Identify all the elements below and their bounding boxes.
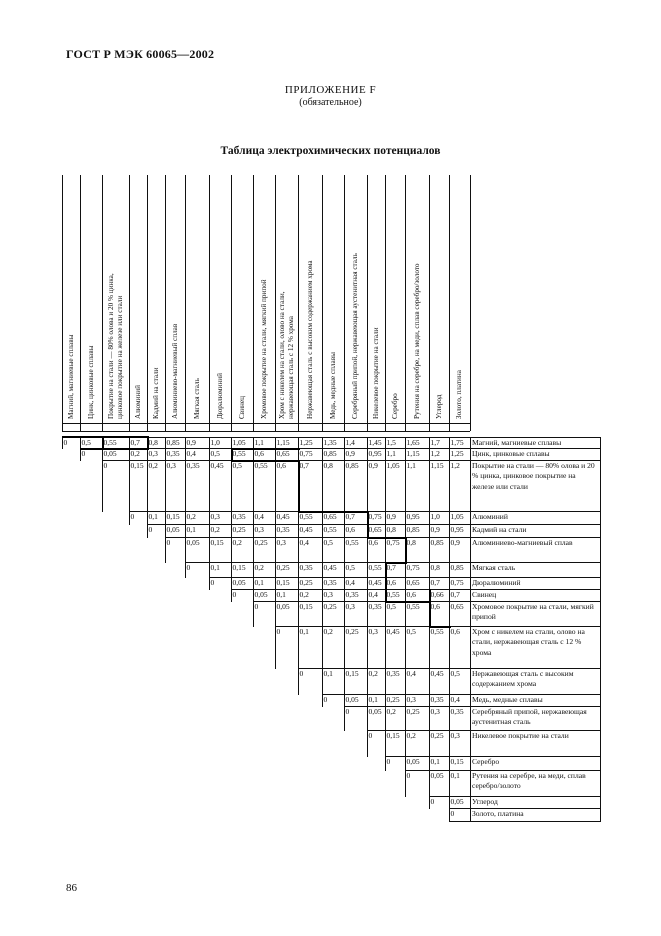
potential-value: 0,45: [210, 461, 224, 470]
column-header: Серебро: [390, 393, 399, 419]
potential-value: 0,6: [450, 627, 460, 636]
potential-value: 0,75: [299, 449, 313, 458]
potential-value: 0,95: [368, 449, 382, 458]
potential-value: 0,35: [386, 669, 400, 678]
potential-value: 0,9: [186, 438, 196, 447]
potential-value: 0,45: [299, 525, 313, 534]
potential-value: 0,55: [345, 538, 359, 547]
potential-value: 0,2: [210, 525, 220, 534]
potential-value: 0,25: [430, 731, 444, 740]
potential-value: 0,1: [368, 695, 378, 704]
potential-value: 0,7: [450, 590, 460, 599]
cell-column-rule: [470, 668, 471, 695]
potential-value: 0,35: [276, 525, 290, 534]
potential-value: 0,25: [386, 695, 400, 704]
emphasis-rule: [385, 562, 407, 564]
column-header: Углерод: [434, 394, 443, 419]
potential-value: 0,25: [345, 627, 359, 636]
potential-value: 0,25: [254, 538, 268, 547]
cell-column-rule: [470, 537, 471, 563]
potential-value: 1,1: [254, 438, 264, 447]
row-label: Алюминиево-магниевый сплав: [472, 537, 573, 547]
potential-value: 0,5: [345, 563, 355, 572]
annex-title: ПРИЛОЖЕНИЕ F: [284, 84, 377, 96]
potential-value: 0: [103, 461, 108, 470]
potential-value: 0,3: [345, 602, 355, 611]
potential-value: 0,9: [368, 461, 378, 470]
potential-value: 0,3: [406, 695, 416, 704]
potential-value: 0,05: [450, 797, 464, 806]
potential-value: 0,85: [166, 438, 180, 447]
annex-status: (обязательное): [299, 97, 362, 108]
potential-value: 0: [186, 563, 191, 572]
label-right-rule: [600, 756, 601, 771]
potential-value: 1,1: [406, 461, 416, 470]
potential-value: 0,4: [254, 512, 264, 521]
label-right-rule: [600, 524, 601, 538]
potential-value: 0: [81, 449, 86, 458]
potential-value: 0,6: [386, 578, 396, 587]
header-column-rule: [429, 175, 430, 431]
potential-value: 0: [430, 797, 435, 806]
column-header: Серебряный припой, нержавеющая аустенитная сталь: [351, 253, 360, 419]
potential-value: 0,3: [323, 590, 333, 599]
column-header: Свинец: [237, 396, 246, 419]
emphasis-rule: [231, 460, 300, 462]
potential-value: 0,25: [323, 602, 337, 611]
column-header: цинковое покрытие на железе или стали: [115, 295, 124, 419]
potential-value: 0,3: [166, 461, 176, 470]
potential-value: 0,75: [386, 538, 400, 547]
cell-column-rule: [470, 706, 471, 731]
potential-value: 1,0: [210, 438, 220, 447]
potential-value: 0,15: [386, 731, 400, 740]
potential-value: 0,85: [430, 538, 444, 547]
column-header: Хромовое покрытие на стали, мягкий припой: [259, 279, 268, 419]
potential-value: 0,1: [430, 757, 440, 766]
potential-value: 0,35: [232, 512, 246, 521]
potential-value: 0,85: [450, 563, 464, 572]
potential-value: 0,05: [103, 449, 117, 458]
column-header: Медь, медные сплавы: [328, 352, 337, 419]
emphasis-rule: [102, 436, 104, 449]
header-column-rule: [470, 175, 471, 431]
potential-value: 0,6: [406, 590, 416, 599]
label-right-rule: [600, 770, 601, 797]
row-label: Хромовое покрытие на стали, мягкий припой: [472, 601, 594, 622]
potential-value: 0,2: [148, 461, 158, 470]
potential-value: 0,15: [232, 563, 246, 572]
column-header: Мягкая сталь: [192, 378, 201, 419]
potential-value: 0,75: [406, 563, 420, 572]
potential-value: 0,4: [406, 669, 416, 678]
label-right-rule: [600, 808, 601, 822]
potential-value: 0,85: [323, 449, 337, 458]
potential-value: 0,3: [254, 525, 264, 534]
potential-value: 0,75: [450, 578, 464, 587]
potential-value: 0,15: [345, 669, 359, 678]
potential-value: 0,25: [299, 578, 313, 587]
potential-value: 0,15: [130, 461, 144, 470]
potential-value: 0,35: [166, 449, 180, 458]
potential-value: 0,65: [406, 578, 420, 587]
column-header: Покрытие на стали — 80% олова и 20 % цинка,: [107, 273, 116, 419]
header-column-rule: [185, 175, 186, 431]
header-column-rule: [275, 175, 276, 431]
potential-value: 0,4: [345, 578, 355, 587]
potential-value: 0: [276, 627, 281, 636]
potential-value: 0,45: [368, 578, 382, 587]
row-label: Медь, медные сплавы: [472, 694, 543, 704]
potential-value: 0,6: [430, 602, 440, 611]
potential-value: 0,1: [254, 578, 264, 587]
potential-value: 0,45: [323, 563, 337, 572]
potential-value: 0: [386, 757, 391, 766]
emphasis-rule: [405, 537, 407, 563]
potential-value: 0: [130, 512, 135, 521]
potential-value: 0,05: [345, 695, 359, 704]
potential-value: 0: [210, 578, 215, 587]
potential-value: 0,15: [299, 602, 313, 611]
potential-value: 0,55: [232, 449, 246, 458]
potential-value: 0,55: [299, 512, 313, 521]
cell-column-rule: [470, 730, 471, 757]
row-rule: [449, 821, 601, 822]
column-header: Никелевое покрытие на стали: [371, 327, 380, 419]
potential-value: 0,7: [386, 563, 396, 572]
potential-value: 0,9: [450, 538, 460, 547]
emphasis-rule: [298, 460, 300, 512]
potential-value: 0,95: [406, 512, 420, 521]
table-title: Таблица электрохимических потенциалов: [220, 145, 441, 157]
potential-value: 0,1: [299, 627, 309, 636]
potential-value: 0,3: [276, 538, 286, 547]
column-header: Цинк, цинковые сплавы: [86, 345, 95, 419]
potential-value: 0: [63, 438, 68, 447]
potential-value: 0,2: [130, 449, 140, 458]
potential-value: 0,7: [345, 512, 355, 521]
label-right-rule: [600, 668, 601, 695]
row-label: Рутения на серебре, на меди, сплав серебро/золото: [472, 770, 586, 791]
cell-column-rule: [470, 756, 471, 771]
potential-value: 1,05: [232, 438, 246, 447]
header-column-rule: [449, 175, 450, 431]
potential-value: 1,0: [430, 512, 440, 521]
potential-value: 0,2: [254, 563, 264, 572]
header-column-rule: [298, 175, 299, 431]
row-label: Кадмий на стали: [472, 524, 527, 534]
cell-column-rule: [470, 511, 471, 525]
potential-value: 0,6: [254, 449, 264, 458]
potential-value: 0,5: [386, 602, 396, 611]
header-column-rule: [231, 175, 232, 431]
column-header: Золото, платина: [455, 370, 464, 419]
column-header: Кадмий на стали: [151, 367, 160, 419]
potential-value: 0,35: [345, 590, 359, 599]
potential-value: 0,35: [450, 707, 464, 716]
row-label: Магний, магниевые сплавы: [472, 437, 562, 447]
potential-value: 0,6: [345, 525, 355, 534]
label-right-rule: [600, 626, 601, 669]
header-column-rule: [80, 175, 81, 431]
column-header: Алюминий: [133, 385, 142, 419]
potential-value: 0,05: [368, 707, 382, 716]
emphasis-rule: [62, 436, 149, 438]
column-header: Дюралюминий: [215, 373, 224, 419]
label-right-rule: [600, 601, 601, 627]
potential-value: 0,8: [430, 563, 440, 572]
potential-value: 0,2: [299, 590, 309, 599]
potential-value: 1,5: [386, 438, 396, 447]
potential-value: 0,2: [386, 707, 396, 716]
potential-value: 0,85: [345, 461, 359, 470]
potential-value: 1,4: [345, 438, 355, 447]
potential-value: 0,65: [323, 512, 337, 521]
potential-value: 0,66: [430, 590, 444, 599]
potential-value: 0,75: [368, 512, 382, 521]
potential-value: 0,4: [450, 695, 460, 704]
potential-value: 0,55: [368, 563, 382, 572]
row-label: Мягкая сталь: [472, 562, 516, 572]
potential-value: 0,45: [430, 669, 444, 678]
header-column-rule: [129, 175, 130, 431]
potential-value: 0,9: [386, 512, 396, 521]
potential-value: 0,5: [210, 449, 220, 458]
potential-value: 0,55: [254, 461, 268, 470]
column-header: Нержавеющая сталь с высоким содержанием хрома: [305, 260, 314, 419]
potential-value: 0,25: [406, 707, 420, 716]
potential-value: 0,7: [130, 438, 140, 447]
emphasis-rule: [385, 601, 431, 603]
potential-value: 1,2: [450, 461, 460, 470]
label-right-rule: [600, 511, 601, 525]
label-right-rule: [600, 562, 601, 578]
potential-value: 0,5: [81, 438, 91, 447]
potential-value: 0,8: [323, 461, 333, 470]
row-label: Покрытие на стали — 80% олова и 20 % цинка, цинковое покрытие на железе или стали: [472, 460, 595, 492]
potential-value: 0,5: [406, 627, 416, 636]
potential-value: 0,35: [186, 461, 200, 470]
potential-value: 0,05: [430, 771, 444, 780]
potential-value: 0: [323, 695, 328, 704]
potential-value: 1,25: [299, 438, 313, 447]
potential-value: 0,35: [368, 602, 382, 611]
potential-value: 0,1: [450, 771, 460, 780]
standard-code: ГОСТ Р МЭК 60065—2002: [66, 47, 215, 61]
cell-column-rule: [470, 524, 471, 538]
potential-value: 0,8: [148, 438, 158, 447]
potential-value: 0,35: [430, 695, 444, 704]
potential-value: 0,05: [232, 578, 246, 587]
header-column-rule: [385, 175, 386, 431]
potential-value: 0,1: [148, 512, 158, 521]
cell-column-rule: [470, 626, 471, 669]
row-label: Золото, платина: [472, 808, 524, 818]
row-label: Цинк, цинковые сплавы: [472, 448, 550, 458]
label-right-rule: [600, 460, 601, 512]
potential-value: 0,1: [210, 563, 220, 572]
potential-value: 0,85: [406, 525, 420, 534]
potential-value: 1,75: [450, 438, 464, 447]
potential-value: 1,25: [450, 449, 464, 458]
label-right-rule: [600, 537, 601, 563]
potential-value: 0,05: [186, 538, 200, 547]
column-header: Хром с никелем на стали, олово на стали,: [278, 291, 287, 419]
row-label: Хром с никелем на стали, олово на стали, нержавеющая сталь с 12 % хрома: [472, 626, 585, 658]
potential-value: 0,3: [368, 627, 378, 636]
row-label: Алюминий: [472, 511, 508, 521]
row-label: Серебро: [472, 756, 500, 766]
potential-value: 1,05: [386, 461, 400, 470]
potential-value: 0,1: [186, 525, 196, 534]
column-header: Алюминиево-магниевый сплав: [170, 323, 179, 419]
cell-column-rule: [470, 770, 471, 797]
potential-value: 1,1: [386, 449, 396, 458]
potential-value: 0,1: [323, 669, 333, 678]
potential-value: 1,35: [323, 438, 337, 447]
potential-value: 0,15: [450, 757, 464, 766]
potential-value: 0,4: [299, 538, 309, 547]
header-column-rule: [405, 175, 406, 431]
page-number: 86: [66, 882, 77, 894]
potential-value: 1,05: [450, 512, 464, 521]
potential-value: 0: [345, 707, 350, 716]
cell-column-rule: [470, 601, 471, 627]
potential-value: 0: [166, 538, 171, 547]
potential-value: 1,7: [430, 438, 440, 447]
potential-value: 1,65: [406, 438, 420, 447]
potential-value: 0,3: [210, 512, 220, 521]
potential-value: 0,65: [368, 525, 382, 534]
potential-value: 0,15: [276, 578, 290, 587]
potential-value: 0,2: [186, 512, 196, 521]
emphasis-rule: [385, 562, 387, 602]
row-label: Углерод: [472, 796, 498, 806]
emphasis-rule: [298, 511, 369, 513]
row-label: Никелевое покрытие на стали: [472, 730, 569, 740]
potential-value: 0,65: [450, 602, 464, 611]
potential-value: 0,65: [276, 449, 290, 458]
potential-value: 0: [450, 809, 455, 818]
potential-value: 0,35: [323, 578, 337, 587]
emphasis-rule: [429, 589, 431, 627]
potential-value: 0,55: [386, 590, 400, 599]
potential-value: 0,7: [430, 578, 440, 587]
potential-value: 1,2: [430, 449, 440, 458]
potential-value: 0,5: [323, 538, 333, 547]
potential-value: 0,3: [450, 731, 460, 740]
row-label: Серебряный припой, нержавеющая аустенитная сталь: [472, 706, 587, 727]
column-header: нержавеющая сталь с 12 % хрома: [286, 316, 295, 419]
row-label: Свинец: [472, 589, 497, 599]
header-column-rule: [209, 175, 210, 431]
potential-value: 0,6: [368, 538, 378, 547]
potential-value: 0,5: [232, 461, 242, 470]
emphasis-rule: [367, 537, 407, 539]
potential-value: 0,05: [166, 525, 180, 534]
potential-value: 0,3: [430, 707, 440, 716]
potential-value: 0,2: [323, 627, 333, 636]
potential-value: 0: [406, 771, 411, 780]
row-label: Нержавеющая сталь с высоким содержанием хрома: [472, 668, 574, 689]
potential-value: 0,45: [386, 627, 400, 636]
potential-value: 0,35: [299, 563, 313, 572]
potential-value: 0: [368, 731, 373, 740]
potential-value: 0,8: [386, 525, 396, 534]
header-column-rule: [344, 175, 345, 431]
potential-value: 0,25: [276, 563, 290, 572]
header-column-rule: [253, 175, 254, 431]
potential-value: 0,25: [232, 525, 246, 534]
potential-value: 0,7: [299, 461, 309, 470]
header-column-rule: [367, 175, 368, 431]
potential-value: 0: [232, 590, 237, 599]
potential-value: 0,15: [166, 512, 180, 521]
potential-value: 0,05: [254, 590, 268, 599]
potential-value: 1,15: [430, 461, 444, 470]
cell-column-rule: [470, 562, 471, 578]
column-header: Магний, магниевые сплавы: [66, 334, 75, 419]
header-column-rule: [62, 175, 63, 431]
potential-value: 0,4: [368, 590, 378, 599]
header-bottom-rule: [62, 423, 470, 424]
potential-value: 0,2: [368, 669, 378, 678]
potential-value: 0,2: [232, 538, 242, 547]
potential-value: 0,3: [148, 449, 158, 458]
potential-value: 0: [148, 525, 153, 534]
cell-column-rule: [470, 460, 471, 512]
emphasis-rule: [367, 511, 369, 538]
potential-value: 0,2: [406, 731, 416, 740]
header-separator-rule: [62, 431, 470, 432]
potential-value: 0: [254, 602, 259, 611]
potential-value: 0,4: [186, 449, 196, 458]
potential-value: 0,8: [406, 538, 416, 547]
potential-value: 1,45: [368, 438, 382, 447]
potential-value: 0,55: [103, 438, 117, 447]
cell-column-rule: [470, 808, 471, 822]
potential-value: 0,55: [430, 627, 444, 636]
potential-value: 0,45: [276, 512, 290, 521]
label-right-rule: [600, 706, 601, 731]
emphasis-rule: [231, 448, 300, 450]
potential-value: 0,6: [276, 461, 286, 470]
potential-value: 1,15: [276, 438, 290, 447]
potential-value: 0: [299, 669, 304, 678]
potential-value: 0,55: [406, 602, 420, 611]
header-column-rule: [322, 175, 323, 431]
potential-value: 0,55: [323, 525, 337, 534]
potential-value: 0,05: [276, 602, 290, 611]
emphasis-rule: [429, 626, 451, 628]
potential-value: 1,15: [406, 449, 420, 458]
potential-value: 0,15: [210, 538, 224, 547]
potential-value: 0,05: [406, 757, 420, 766]
potential-value: 0,95: [450, 525, 464, 534]
header-column-rule: [147, 175, 148, 431]
emphasis-rule: [80, 448, 149, 450]
potential-value: 0,9: [345, 449, 355, 458]
column-header: Рутения на серебре, на меди, сплав серебро/золото: [412, 263, 421, 419]
potential-value: 0,1: [276, 590, 286, 599]
header-column-rule: [165, 175, 166, 431]
row-label: Дюралюминий: [472, 577, 521, 587]
potential-value: 0,5: [450, 669, 460, 678]
potential-value: 0,9: [430, 525, 440, 534]
label-right-rule: [600, 730, 601, 757]
header-column-rule: [102, 175, 103, 431]
